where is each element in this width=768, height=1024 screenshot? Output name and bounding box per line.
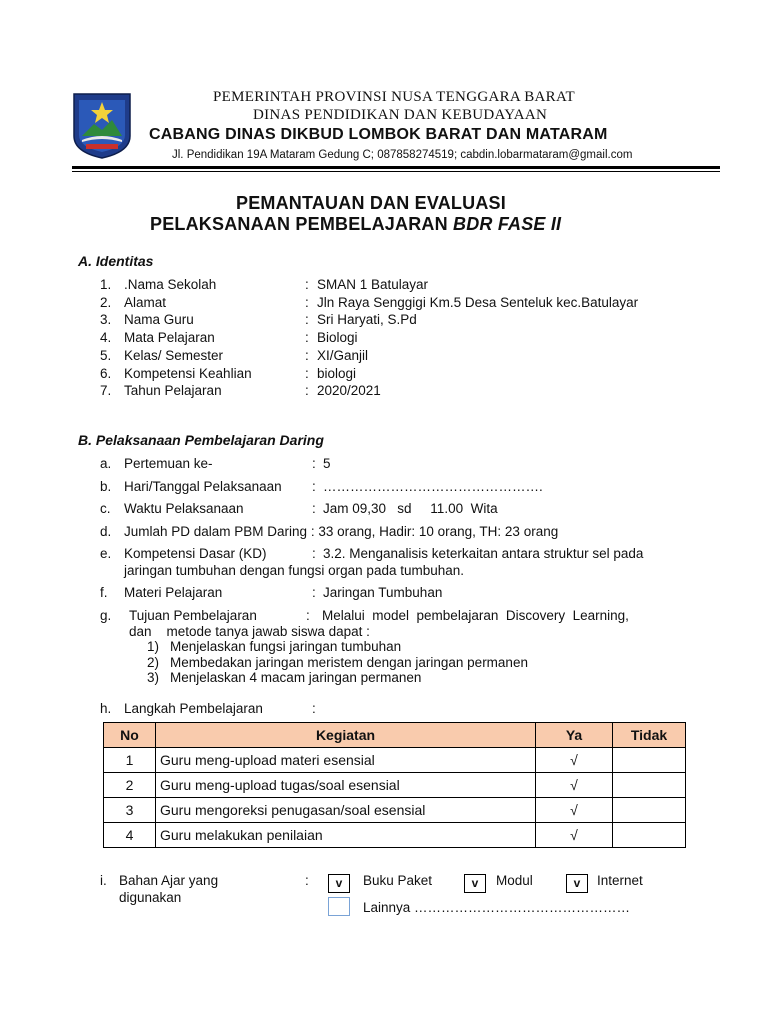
item-c-value: Jam 09,30 sd 11.00 Wita <box>323 501 498 516</box>
header-no: No <box>104 723 156 748</box>
item-b-label: Hari/Tanggal Pelaksanaan <box>124 479 282 494</box>
identity-label: Alamat <box>124 295 167 310</box>
objective-text: Menjelaskan 4 macam jaringan permanen <box>170 670 422 685</box>
objective-text: Menjelaskan fungsi jaringan tumbuhan <box>170 639 402 654</box>
province-logo <box>72 92 132 160</box>
identity-no: 3. <box>100 312 112 327</box>
item-a-value: 5 <box>323 456 331 471</box>
item-g-colon: : <box>306 608 310 623</box>
identity-colon: : <box>305 348 309 363</box>
item-h-label: Langkah Pembelajaran <box>124 701 263 716</box>
letterhead-contact: Jl. Pendidikan 19A Mataram Gedung C; 087858274519; cabdin.lobarmataram@gmail.com <box>172 149 633 161</box>
identity-colon: : <box>305 312 309 327</box>
identity-label: Kompetensi Keahlian <box>124 366 252 381</box>
table-row <box>104 798 686 823</box>
option-buku-paket-label: Buku Paket <box>363 873 433 888</box>
identity-value: 2020/2021 <box>317 383 381 398</box>
item-f-label: Materi Pelajaran <box>124 585 223 600</box>
identity-no: 6. <box>100 366 112 381</box>
cell-ya: √ <box>536 823 613 848</box>
checkbox-lainnya[interactable] <box>328 897 350 916</box>
section-a-heading: A. Identitas <box>78 253 154 269</box>
identity-label: Tahun Pelajaran <box>124 383 222 398</box>
letterhead-divider-thin <box>72 171 720 172</box>
objective-text: Membedakan jaringan meristem dengan jaringan permanen <box>170 655 528 670</box>
item-b-colon: : <box>312 479 316 494</box>
cell-tidak <box>613 748 686 773</box>
identity-value: biologi <box>317 366 357 381</box>
identity-value: Jln Raya Senggigi Km.5 Desa Senteluk kec.Batulayar <box>317 295 639 310</box>
item-b-value: …………………………………………. <box>323 479 543 494</box>
item-c-colon: : <box>312 501 316 516</box>
table-row <box>104 748 686 773</box>
checkbox-buku-paket[interactable]: v <box>328 874 350 893</box>
item-f-letter: f. <box>100 585 108 600</box>
cell-no: 3 <box>104 798 156 823</box>
item-e-letter: e. <box>100 546 112 561</box>
item-e-label: Kompetensi Dasar (KD) <box>124 546 267 561</box>
option-internet-label: Internet <box>597 873 643 888</box>
cell-ya: √ <box>536 748 613 773</box>
identity-colon: : <box>305 366 309 381</box>
cell-ya: √ <box>536 798 613 823</box>
cell-tidak <box>613 823 686 848</box>
checkbox-modul[interactable]: v <box>464 874 486 893</box>
table-row <box>104 773 686 798</box>
identity-no: 2. <box>100 295 112 310</box>
identity-label: .Nama Sekolah <box>124 277 217 292</box>
identity-no: 5. <box>100 348 112 363</box>
option-lainnya-label: Lainnya ………………………………………… <box>363 900 631 915</box>
item-g-value-cont: dan metode tanya jawab siswa dapat : <box>129 624 370 639</box>
identity-no: 7. <box>100 383 112 398</box>
cell-kegiatan: Guru meng-upload materi esensial <box>156 748 536 773</box>
item-h-colon: : <box>312 701 316 716</box>
identity-colon: : <box>305 330 309 345</box>
identity-no: 1. <box>100 277 112 292</box>
doc-title-plain: PELAKSANAAN PEMBELAJARAN <box>150 214 454 234</box>
option-modul-label: Modul <box>496 873 533 888</box>
identity-no: 4. <box>100 330 112 345</box>
table-header-row <box>104 723 686 748</box>
item-f-value: Jaringan Tumbuhan <box>323 585 443 600</box>
item-i-colon: : <box>305 873 309 888</box>
doc-title-line-2 <box>150 214 561 235</box>
cell-no: 2 <box>104 773 156 798</box>
letterhead-line-3: CABANG DINAS DIKBUD LOMBOK BARAT DAN MATARAM <box>149 126 608 143</box>
identity-value: Biologi <box>317 330 358 345</box>
cell-ya: √ <box>536 773 613 798</box>
identity-colon: : <box>305 383 309 398</box>
item-h-letter: h. <box>100 701 112 716</box>
identity-label: Kelas/ Semester <box>124 348 224 363</box>
item-i-letter: i. <box>100 873 107 888</box>
identity-colon: : <box>305 277 309 292</box>
table-row <box>104 823 686 848</box>
identity-label: Mata Pelajaran <box>124 330 215 345</box>
item-i-label-1: Bahan Ajar yang <box>119 873 219 888</box>
item-g-letter: g. <box>100 608 112 623</box>
objective-no: 1) <box>147 639 160 654</box>
objective-no: 3) <box>147 670 160 685</box>
cell-no: 4 <box>104 823 156 848</box>
checkbox-internet[interactable]: v <box>566 874 588 893</box>
item-d-text: Jumlah PD dalam PBM Daring : 33 orang, Hadir: 10 orang, TH: 23 orang <box>124 524 559 539</box>
cell-kegiatan: Guru melakukan penilaian <box>156 823 536 848</box>
item-e-value: 3.2. Menganalisis keterkaitan antara struktur sel pada <box>323 546 644 561</box>
letterhead-line-2: DINAS PENDIDIKAN DAN KEBUDAYAAN <box>253 107 548 123</box>
item-a-colon: : <box>312 456 316 471</box>
item-i-label-2: digunakan <box>119 890 182 905</box>
cell-no: 1 <box>104 748 156 773</box>
cell-tidak <box>613 773 686 798</box>
identity-colon: : <box>305 295 309 310</box>
item-c-letter: c. <box>100 501 111 516</box>
cell-tidak <box>613 798 686 823</box>
cell-kegiatan: Guru meng-upload tugas/soal esensial <box>156 773 536 798</box>
doc-title-italic: BDR FASE II <box>453 214 562 234</box>
identity-value: Sri Haryati, S.Pd <box>317 312 417 327</box>
letterhead-divider-thick <box>72 166 720 169</box>
item-g-value: Melalui model pembelajaran Discovery Learning, <box>322 608 629 623</box>
header-tidak: Tidak <box>613 723 686 748</box>
ntb-province-emblem-icon <box>72 92 132 160</box>
item-e-value-cont: jaringan tumbuhan dengan fungsi organ pada tumbuhan. <box>124 563 465 578</box>
learning-steps-table <box>103 722 686 848</box>
item-b-letter: b. <box>100 479 112 494</box>
cell-kegiatan: Guru mengoreksi penugasan/soal esensial <box>156 798 536 823</box>
section-b-heading: B. Pelaksanaan Pembelajaran Daring <box>78 432 324 448</box>
header-ya: Ya <box>536 723 613 748</box>
item-g-label: Tujuan Pembelajaran <box>129 608 257 623</box>
doc-title-line-1: PEMANTAUAN DAN EVALUASI <box>236 193 506 213</box>
identity-value: SMAN 1 Batulayar <box>317 277 429 292</box>
identity-value: XI/Ganjil <box>317 348 369 363</box>
item-a-letter: a. <box>100 456 112 471</box>
item-f-colon: : <box>312 585 316 600</box>
objective-no: 2) <box>147 655 160 670</box>
item-e-colon: : <box>312 546 316 561</box>
letterhead-line-1: PEMERINTAH PROVINSI NUSA TENGGARA BARAT <box>213 89 575 105</box>
header-kegiatan: Kegiatan <box>156 723 536 748</box>
item-c-label: Waktu Pelaksanaan <box>124 501 244 516</box>
item-a-label: Pertemuan ke- <box>124 456 213 471</box>
item-d-letter: d. <box>100 524 112 539</box>
identity-label: Nama Guru <box>124 312 194 327</box>
